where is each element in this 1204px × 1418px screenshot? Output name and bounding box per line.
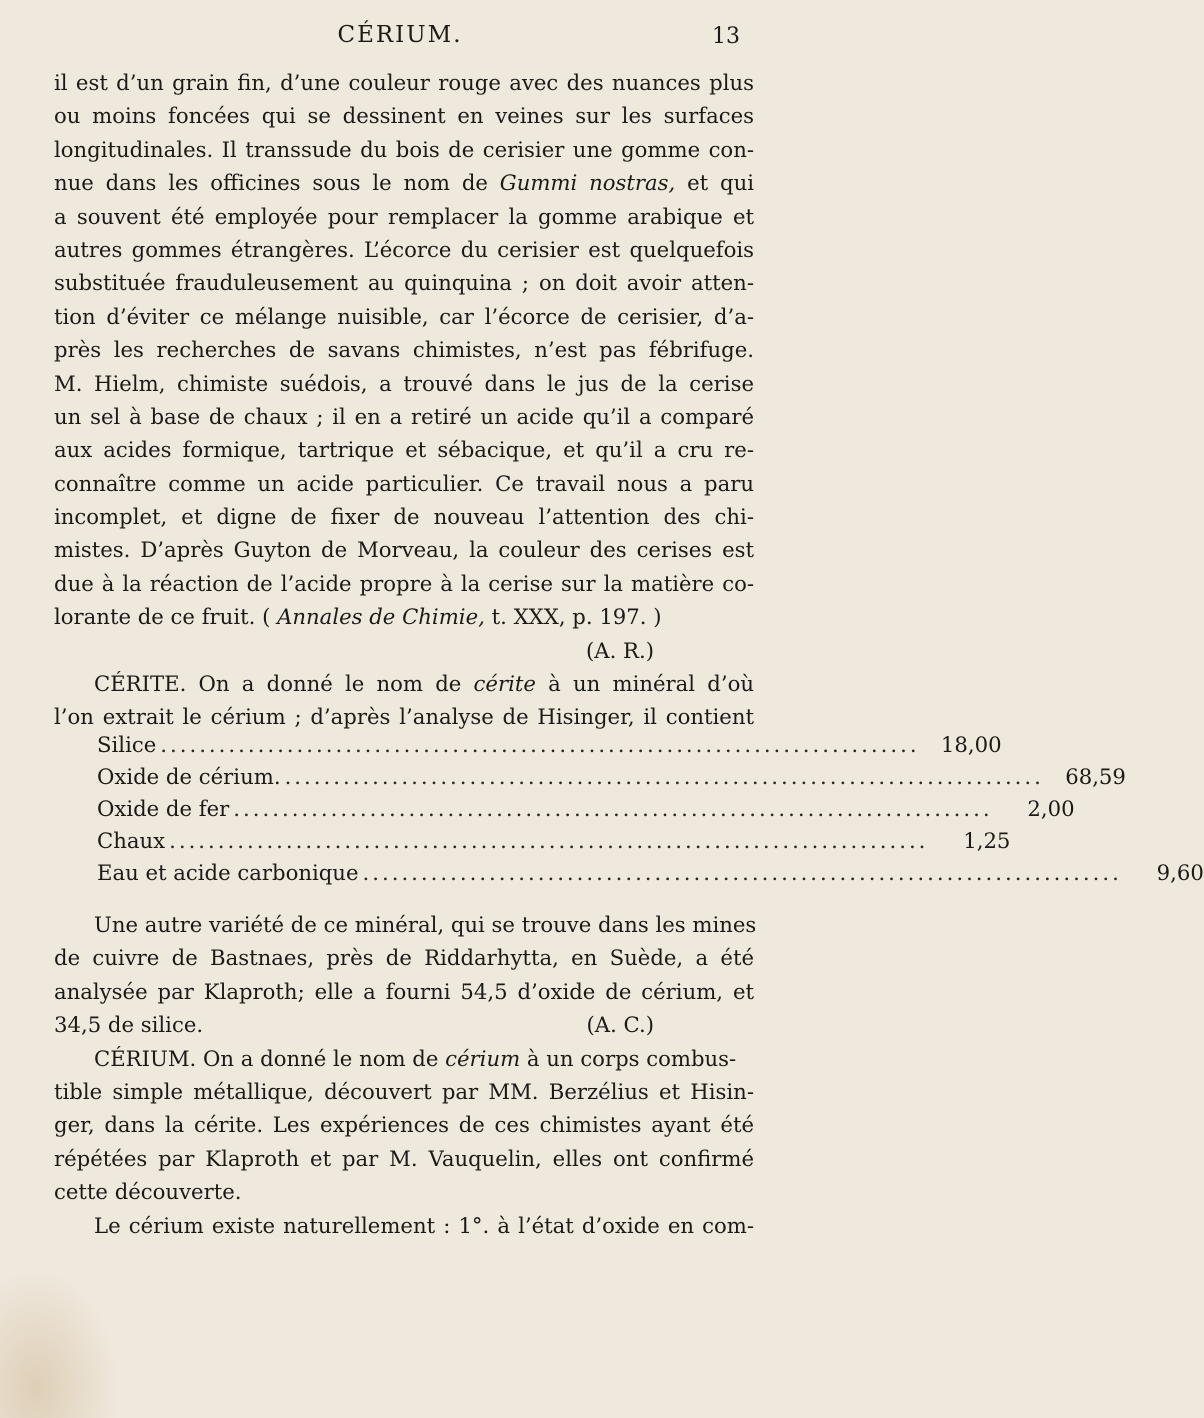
text-line: Le cérium existe naturellement : 1°. à l’état d’oxide en com- [94,1212,754,1238]
entry-heading-line [54,1042,754,1075]
text-line: incomplet, et digne de fixer de nouveau l’attention des chi- [54,504,754,530]
text-span: t. XXX, p. 197. ) [484,604,662,630]
component-label: Eau et acide carbonique [97,860,359,885]
text-line: l’on extrait le cérium ; d’après l’analyse de Hisinger, il contient [54,704,754,730]
body-text-continued [54,908,757,1242]
body-text [54,66,754,734]
text-span: 34,5 de silice. [54,1012,204,1038]
text-line: de cuivre de Bastnaes, près de Riddarhytta, en Suède, a été [54,945,754,971]
text-span: lorante de ce fruit. ( [54,604,278,630]
italic-term: cérium [445,1045,521,1071]
analysis-row [97,764,1126,796]
text-line: autres gommes étrangères. L’écorce du cerisier est quelquefois [54,236,754,262]
text-line: ger, dans la cérite. Les expériences de ces chimistes ayant été [54,1112,754,1138]
author-signature: (A. R.) [586,637,654,663]
text-line: substituée frauduleusement au quinquina ; on doit avoir atten- [54,270,754,296]
component-value: 68,59 [1065,764,1126,789]
leader-dots: .............................................................................. [169,828,929,853]
text-line: mistes. D’après Guyton de Morveau, la couleur des cerises est [54,537,754,563]
text-line: a souvent été employée pour remplacer la gomme arabique et [54,203,754,229]
text-span: CÉRITE. On a donné le nom de [94,671,474,697]
component-value: 2,00 [1027,796,1075,821]
italic-latin-name: Gummi nostras, [499,170,676,196]
leader-dots: .............................................................................. [362,860,1122,885]
text-line: longitudinales. Il transsude du bois de cerisier une gomme con- [54,136,754,162]
page-number: 13 [712,24,740,49]
text-line: M. Hielm, chimiste suédois, a trouvé dans le jus de la cerise [54,370,754,396]
text-line: ou moins foncées qui se dessinent en veines sur les surfaces [54,103,754,129]
text-span: CÉRIUM. On a donné le nom de [94,1045,446,1071]
text-line [54,600,754,633]
analysis-row [97,796,1075,828]
text-line: aux acides formique, tartrique et sébacique, et qu’il a cru re- [54,437,754,463]
analysis-row [97,732,1002,764]
text-line: tible simple métallique, découvert par MM. Berzélius et Hisin- [54,1078,754,1104]
running-title: CÉRIUM. [337,22,463,48]
component-label: Silice [97,732,157,757]
analysis-row [97,828,1011,860]
text-line: Une autre variété de ce minéral, qui se trouve dans les mines [94,912,757,937]
text-line: tion d’éviter ce mélange nuisible, car l’écorce de cerisier, d’a- [54,303,754,329]
analysis-table [97,732,1204,892]
text-line: connaître comme un acide particulier. Ce travail nous a paru [54,470,754,496]
text-span: à un minéral d’où [535,671,754,697]
author-signature: (A. C.) [586,1012,654,1038]
text-line: due à la réaction de l’acide propre à la cerise sur la matière co- [54,570,754,596]
text-line: près les recherches de savans chimistes, n’est pas fébrifuge. [54,337,754,363]
text-span: et qui [675,170,755,196]
text-line: cette découverte. [54,1179,242,1205]
page-header [0,20,800,60]
text-line: analysée par Klaproth; elle a fourni 54,5 d’oxide de cérium, et [54,978,754,1004]
component-label: Chaux [97,828,166,853]
analysis-row [97,860,1204,892]
leader-dots: .............................................................................. [284,764,1044,789]
component-value: 1,25 [963,828,1011,853]
text-line [54,166,754,199]
text-span: à un corps combus- [520,1045,737,1071]
component-value: 18,00 [940,732,1002,757]
component-value: 9,60 [1156,860,1204,885]
text-line [54,1008,754,1041]
leader-dots: .............................................................................. [233,796,993,821]
italic-citation: Annales de Chimie, [277,604,485,630]
text-line: il est d’un grain fin, d’une couleur rouge avec des nuances plus [54,70,754,95]
component-label: Oxide de fer [97,796,230,821]
text-span: nue dans les officines sous le nom de [54,170,500,196]
leader-dots: .............................................................................. [160,732,920,757]
text-line: un sel à base de chaux ; il en a retiré un acide qu’il a comparé [54,403,754,429]
component-label: Oxide de cérium. [97,764,281,789]
italic-term: cérite [473,671,536,697]
entry-heading-line [54,667,754,700]
paper-stain [0,1268,120,1418]
text-line: répétées par Klaproth et par M. Vauquelin, elles ont confirmé [54,1145,754,1171]
